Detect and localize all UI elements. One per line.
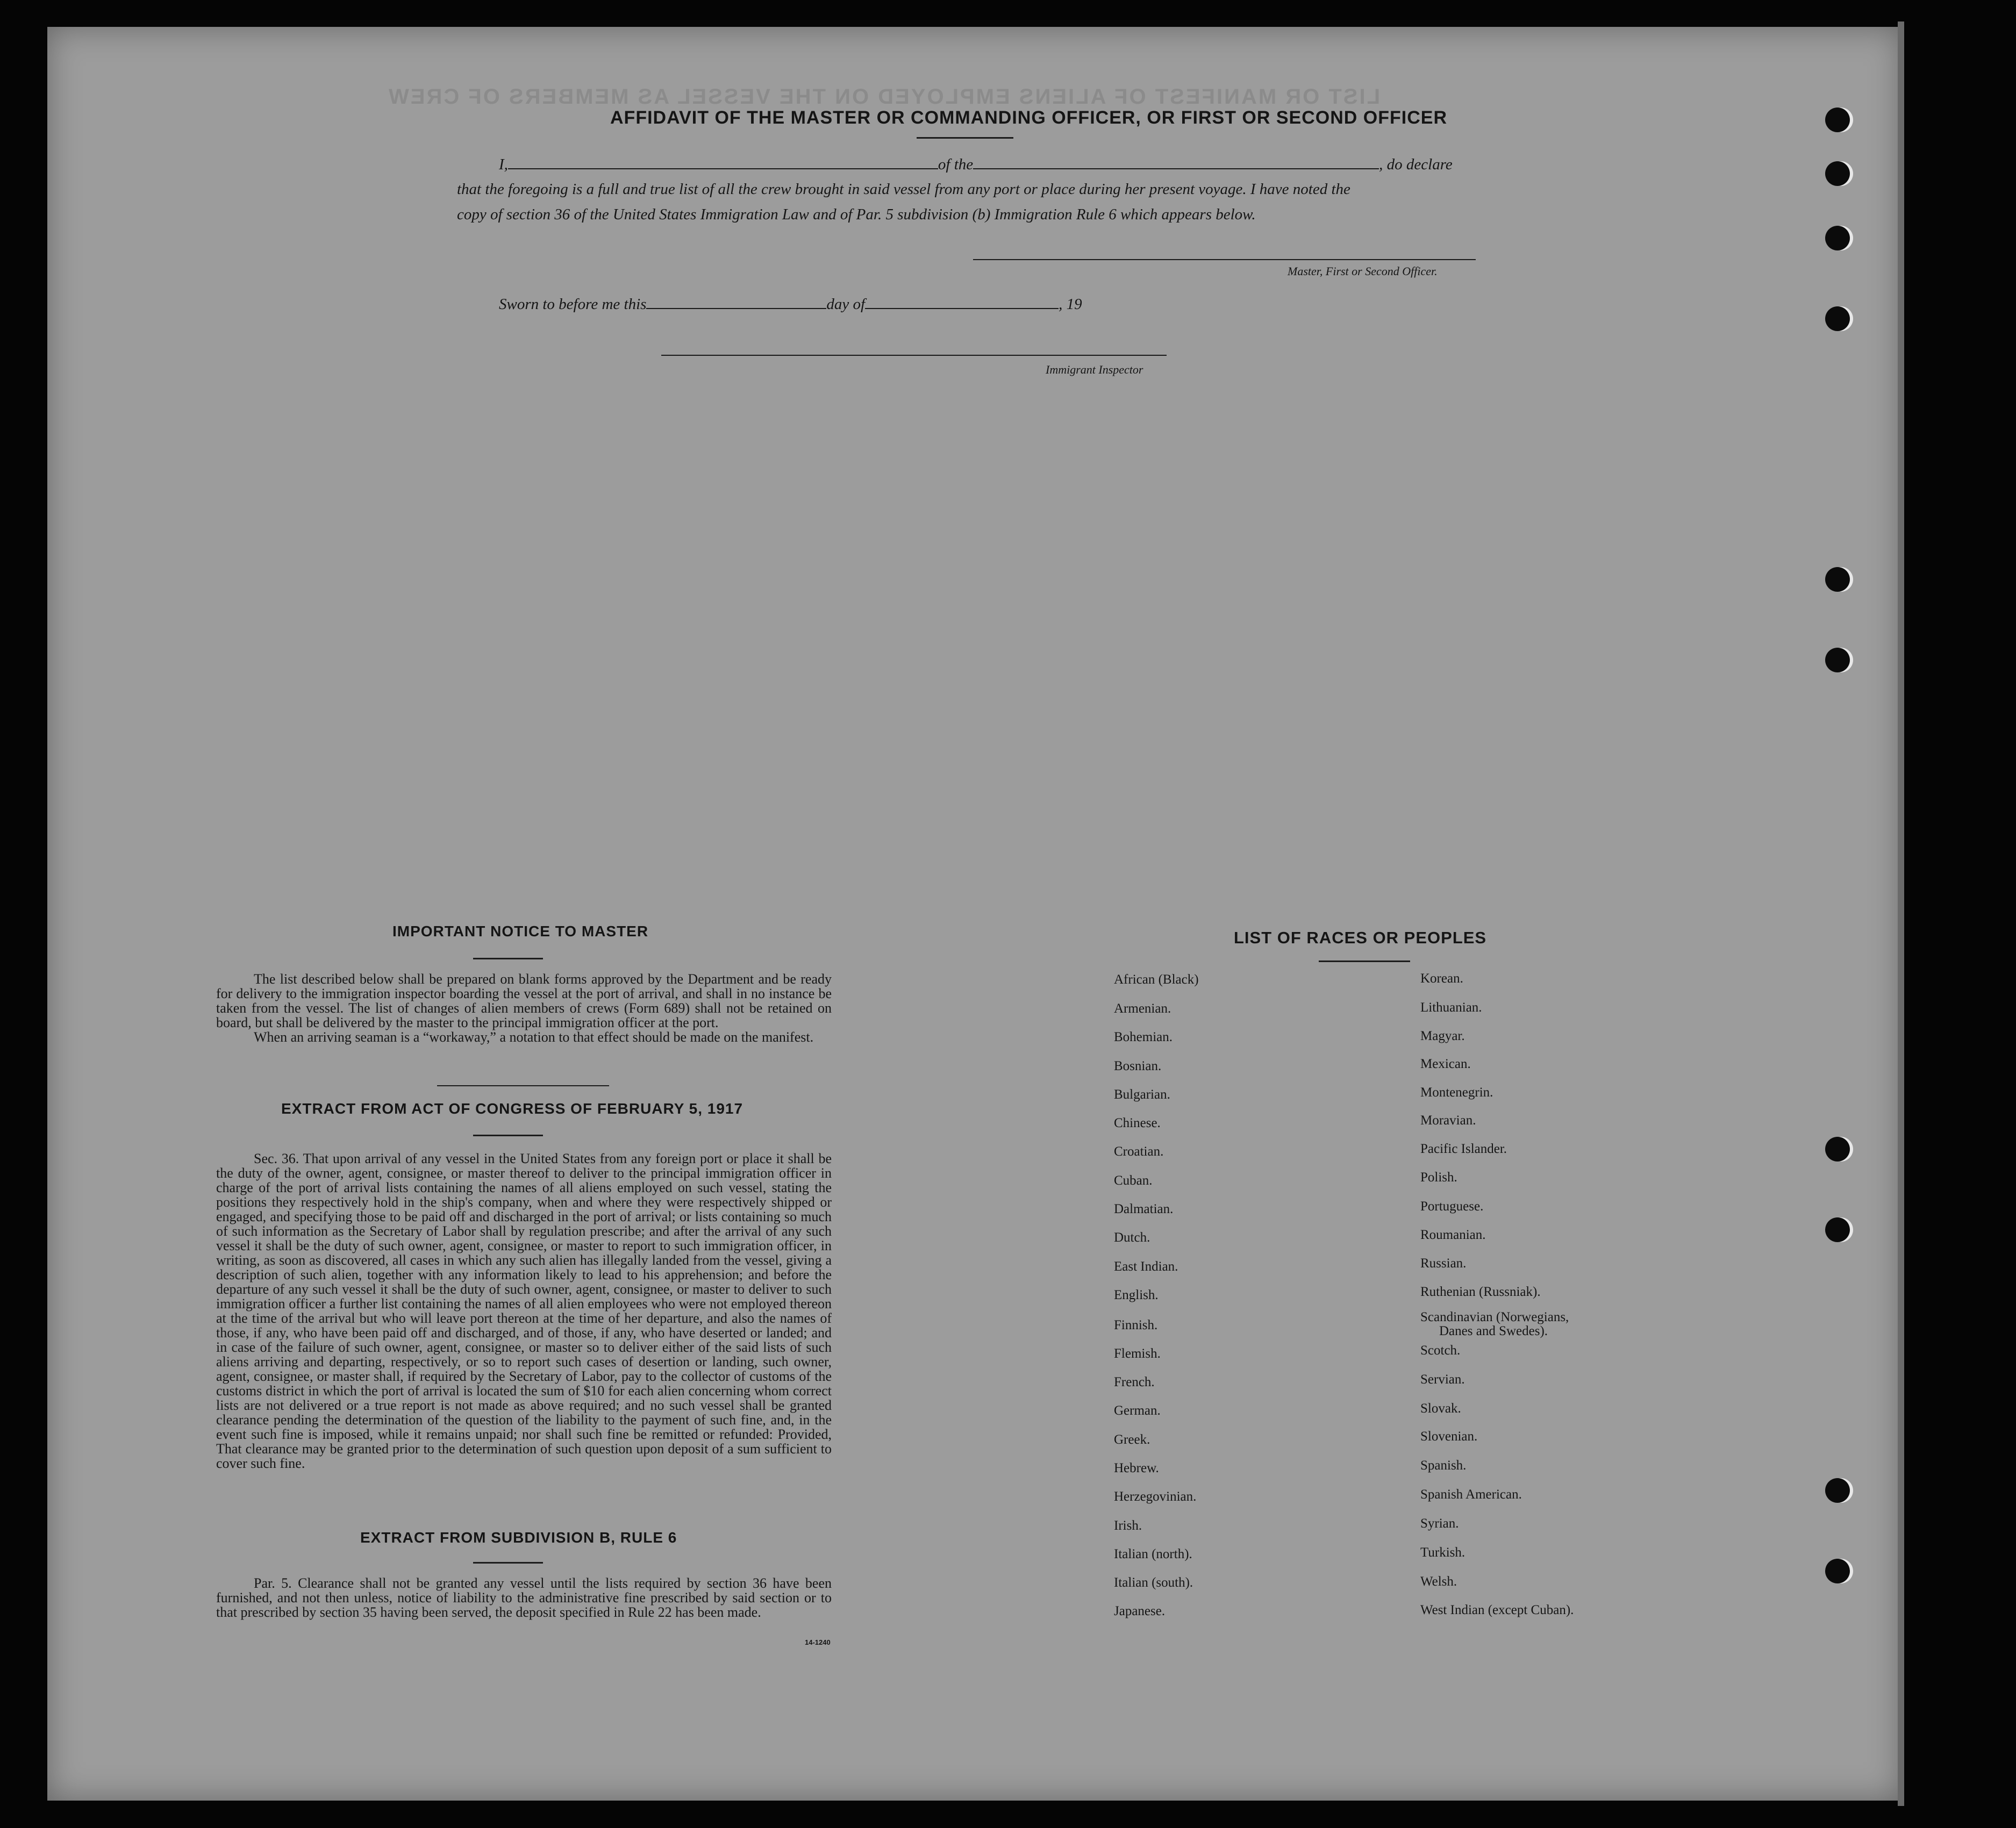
race-item: Syrian. <box>1420 1516 1459 1531</box>
notice-text <box>216 972 832 1044</box>
race-item: Dalmatian. <box>1114 1202 1174 1216</box>
punch-hole <box>1825 567 1850 592</box>
race-item: Greek. <box>1114 1432 1150 1447</box>
act-title: EXTRACT FROM ACT OF CONGRESS OF FEBRUARY 5, 1917 <box>281 1100 744 1117</box>
rule-paragraph-5: Par. 5. Clearance shall not be granted any vessel until the lists required by section 36 have been furnished, and not then unless, notice of liability to the administrative fine prescribed by said section or to that prescribed by section 35 having been served, the deposit specified in Rule 22 has been made. <box>216 1575 832 1620</box>
race-item: Dutch. <box>1114 1230 1150 1245</box>
bleed-through-header: LIST OR MANIFEST OF ALIENS EMPLOYED ON THE VESSEL AS MEMBERS OF CREW <box>387 85 1381 109</box>
divider <box>473 1562 543 1564</box>
race-item: Spanish. <box>1420 1458 1467 1473</box>
race-item: Korean. <box>1420 971 1463 986</box>
notice-paragraph-1: The list described below shall be prepared on blank forms approved by the Department and be ready for delivery to the immigration inspector boarding the vessel at the port of arrival, and shall in no instance be taken from the vessel. The list of changes of alien members of crews (Form 689) shall not be retained on board, but shall be delivered by the master to the principal immigration officer at the port. <box>216 971 832 1030</box>
race-item: Croatian. <box>1114 1144 1164 1159</box>
race-item: Magyar. <box>1420 1029 1465 1043</box>
divider <box>473 1135 543 1136</box>
race-item: Lithuanian. <box>1420 1000 1482 1015</box>
affidavit-line3: copy of section 36 of the United States Immigration Law and of Par. 5 subdivision (b) Immigration Rule 6 which appears below. <box>457 206 1256 223</box>
races-right-column <box>1420 972 1635 1649</box>
affidavit-declare-label: , do declare <box>1379 156 1453 173</box>
punch-hole <box>1825 107 1850 132</box>
sworn-label: Sworn to before me this <box>499 296 647 313</box>
race-item: Irish. <box>1114 1518 1142 1533</box>
act-section-36: Sec. 36. That upon arrival of any vessel in the United States from any foreign port or place it shall be the duty of the owner, agent, consignee, or master thereof to deliver to the principal immigration officer in charge of the port of arrival lists containing the names of all aliens employed on such vessel, stating the positions they respectively hold in the ship's company, when and where they were respectively shipped or engaged, and specifying those to be paid off and discharged in the port of arrival; or lists containing so much of such information as the Secretary of Labor shall by regulation prescribe; and after the arrival of any such vessel it shall be the duty of such owner, agent, consignee, or master to report to such immigration officer, in writing, as soon as discovered, all cases in which any such alien has illegally landed from the vessel, giving a description of such alien, together with any information likely to lead to his apprehension; and before the departure of any such vessel it shall be the duty of such owner, agent, consignee, or master to deliver to such immigration officer a further list containing the names of all alien employees who were not employed thereon at the time of the arrival but who will leave port thereon at the time of her departure, and also the names of those, if any, who have been paid off and discharged, and of those, if any, who have deserted or landed; and in case of the failure of such owner, agent, consignee, or master so to deliver either of the said lists of such aliens arriving and departing, respectively, or so to report such cases of desertion or landing, such owner, agent, consignee, or master shall, if required by the Secretary of Labor, pay to the collector of customs of the customs district in which the port of arrival is located the sum of $10 for each alien concerning whom correct lists are not delivered or a true report is not made as above required; and no such vessel shall be granted clearance pending the determination of the question of the liability to the payment of such fine, and, in the event such fine is imposed, while it remains unpaid; nor shall such fine be remitted or refunded: Provided, That clearance may be granted prior to the determination of such question upon deposit of a sum sufficient to cover such fine. <box>216 1151 832 1471</box>
inspector-signature-label: Immigrant Inspector <box>1046 363 1143 376</box>
act-text <box>216 1151 832 1471</box>
race-item: West Indian (except Cuban). <box>1420 1603 1574 1617</box>
divider <box>437 1085 609 1086</box>
race-item: Moravian. <box>1420 1113 1476 1128</box>
race-item: Herzegovinian. <box>1114 1489 1197 1504</box>
race-item: Bosnian. <box>1114 1059 1162 1073</box>
name-blank <box>508 168 938 169</box>
race-item: Ruthenian (Russniak). <box>1420 1285 1541 1299</box>
notice-title: IMPORTANT NOTICE TO MASTER <box>392 923 649 940</box>
affidavit-line1 <box>499 156 1453 174</box>
year-label: , 19 <box>1059 296 1082 313</box>
master-signature-label: Master, First or Second Officer. <box>1288 264 1438 278</box>
race-item: German. <box>1114 1403 1161 1418</box>
race-item: Montenegrin. <box>1420 1085 1493 1100</box>
race-item: Polish. <box>1420 1170 1457 1185</box>
race-item: Scotch. <box>1420 1343 1461 1358</box>
affidavit-line2: that the foregoing is a full and true list of all the crew brought in said vessel from any port or place during her present voyage. I have noted the <box>457 181 1350 198</box>
race-item: Roumanian. <box>1420 1228 1486 1242</box>
race-item: Flemish. <box>1114 1346 1161 1361</box>
race-item: Italian (south). <box>1114 1575 1193 1590</box>
notice-paragraph-2: When an arriving seaman is a “workaway,” a notation to that effect should be made on the manifest. <box>254 1029 814 1045</box>
day-of-label: day of <box>826 296 866 313</box>
races-title: LIST OF RACES OR PEOPLES <box>1234 928 1487 947</box>
race-item: Welsh. <box>1420 1574 1457 1589</box>
affidavit-of-label: of the <box>938 156 974 173</box>
race-item: Turkish. <box>1420 1545 1465 1560</box>
sheet-edge <box>1898 21 1904 1806</box>
race-item: Italian (north). <box>1114 1547 1192 1561</box>
punch-hole <box>1825 1559 1850 1583</box>
rule-text <box>216 1576 832 1619</box>
race-item: Scandinavian (Norwegians, <box>1420 1310 1569 1324</box>
race-item: Portuguese. <box>1420 1199 1484 1214</box>
race-item: Bulgarian. <box>1114 1087 1170 1102</box>
vessel-blank <box>973 168 1379 169</box>
race-item: Servian. <box>1420 1372 1465 1387</box>
race-item: African (Black) <box>1114 972 1199 987</box>
race-item: Armenian. <box>1114 1001 1171 1016</box>
punch-hole <box>1825 306 1850 331</box>
sworn-month-blank <box>865 307 1059 309</box>
race-item: Bohemian. <box>1114 1030 1173 1044</box>
inspector-signature-line <box>661 355 1167 356</box>
divider <box>1319 960 1410 962</box>
race-item: Cuban. <box>1114 1173 1153 1188</box>
race-item: Russian. <box>1420 1256 1467 1271</box>
race-item: Slovak. <box>1420 1401 1461 1416</box>
punch-hole <box>1825 1478 1850 1503</box>
master-signature-line <box>973 259 1476 260</box>
sworn-day-blank <box>646 307 826 309</box>
race-item: Japanese. <box>1114 1604 1166 1618</box>
punch-hole <box>1825 161 1850 186</box>
race-item: Slovenian. <box>1420 1429 1478 1444</box>
race-item: Chinese. <box>1114 1116 1161 1130</box>
race-item: English. <box>1114 1288 1159 1302</box>
race-item: French. <box>1114 1375 1155 1389</box>
divider <box>473 958 543 959</box>
punch-hole <box>1825 226 1850 250</box>
affidavit-i-label: I, <box>499 156 508 173</box>
punch-hole <box>1825 1217 1850 1242</box>
race-item: Pacific Islander. <box>1420 1142 1507 1156</box>
affidavit-title: AFFIDAVIT OF THE MASTER OR COMMANDING OFFICER, OR FIRST OR SECOND OFFICER <box>610 107 1447 128</box>
divider <box>917 137 1013 139</box>
race-item: Mexican. <box>1420 1057 1471 1071</box>
race-item: Finnish. <box>1114 1318 1158 1332</box>
race-item: Hebrew. <box>1114 1461 1159 1475</box>
races-left-column <box>1114 973 1393 1650</box>
race-item: Spanish American. <box>1420 1487 1522 1502</box>
punch-hole <box>1825 1137 1850 1162</box>
sworn-line <box>499 296 1082 313</box>
rule-title: EXTRACT FROM SUBDIVISION B, RULE 6 <box>360 1529 677 1546</box>
race-item: Danes and Swedes). <box>1439 1324 1548 1338</box>
race-item: East Indian. <box>1114 1259 1178 1274</box>
punch-hole <box>1825 648 1850 672</box>
form-number: 14-1240 <box>805 1638 831 1646</box>
